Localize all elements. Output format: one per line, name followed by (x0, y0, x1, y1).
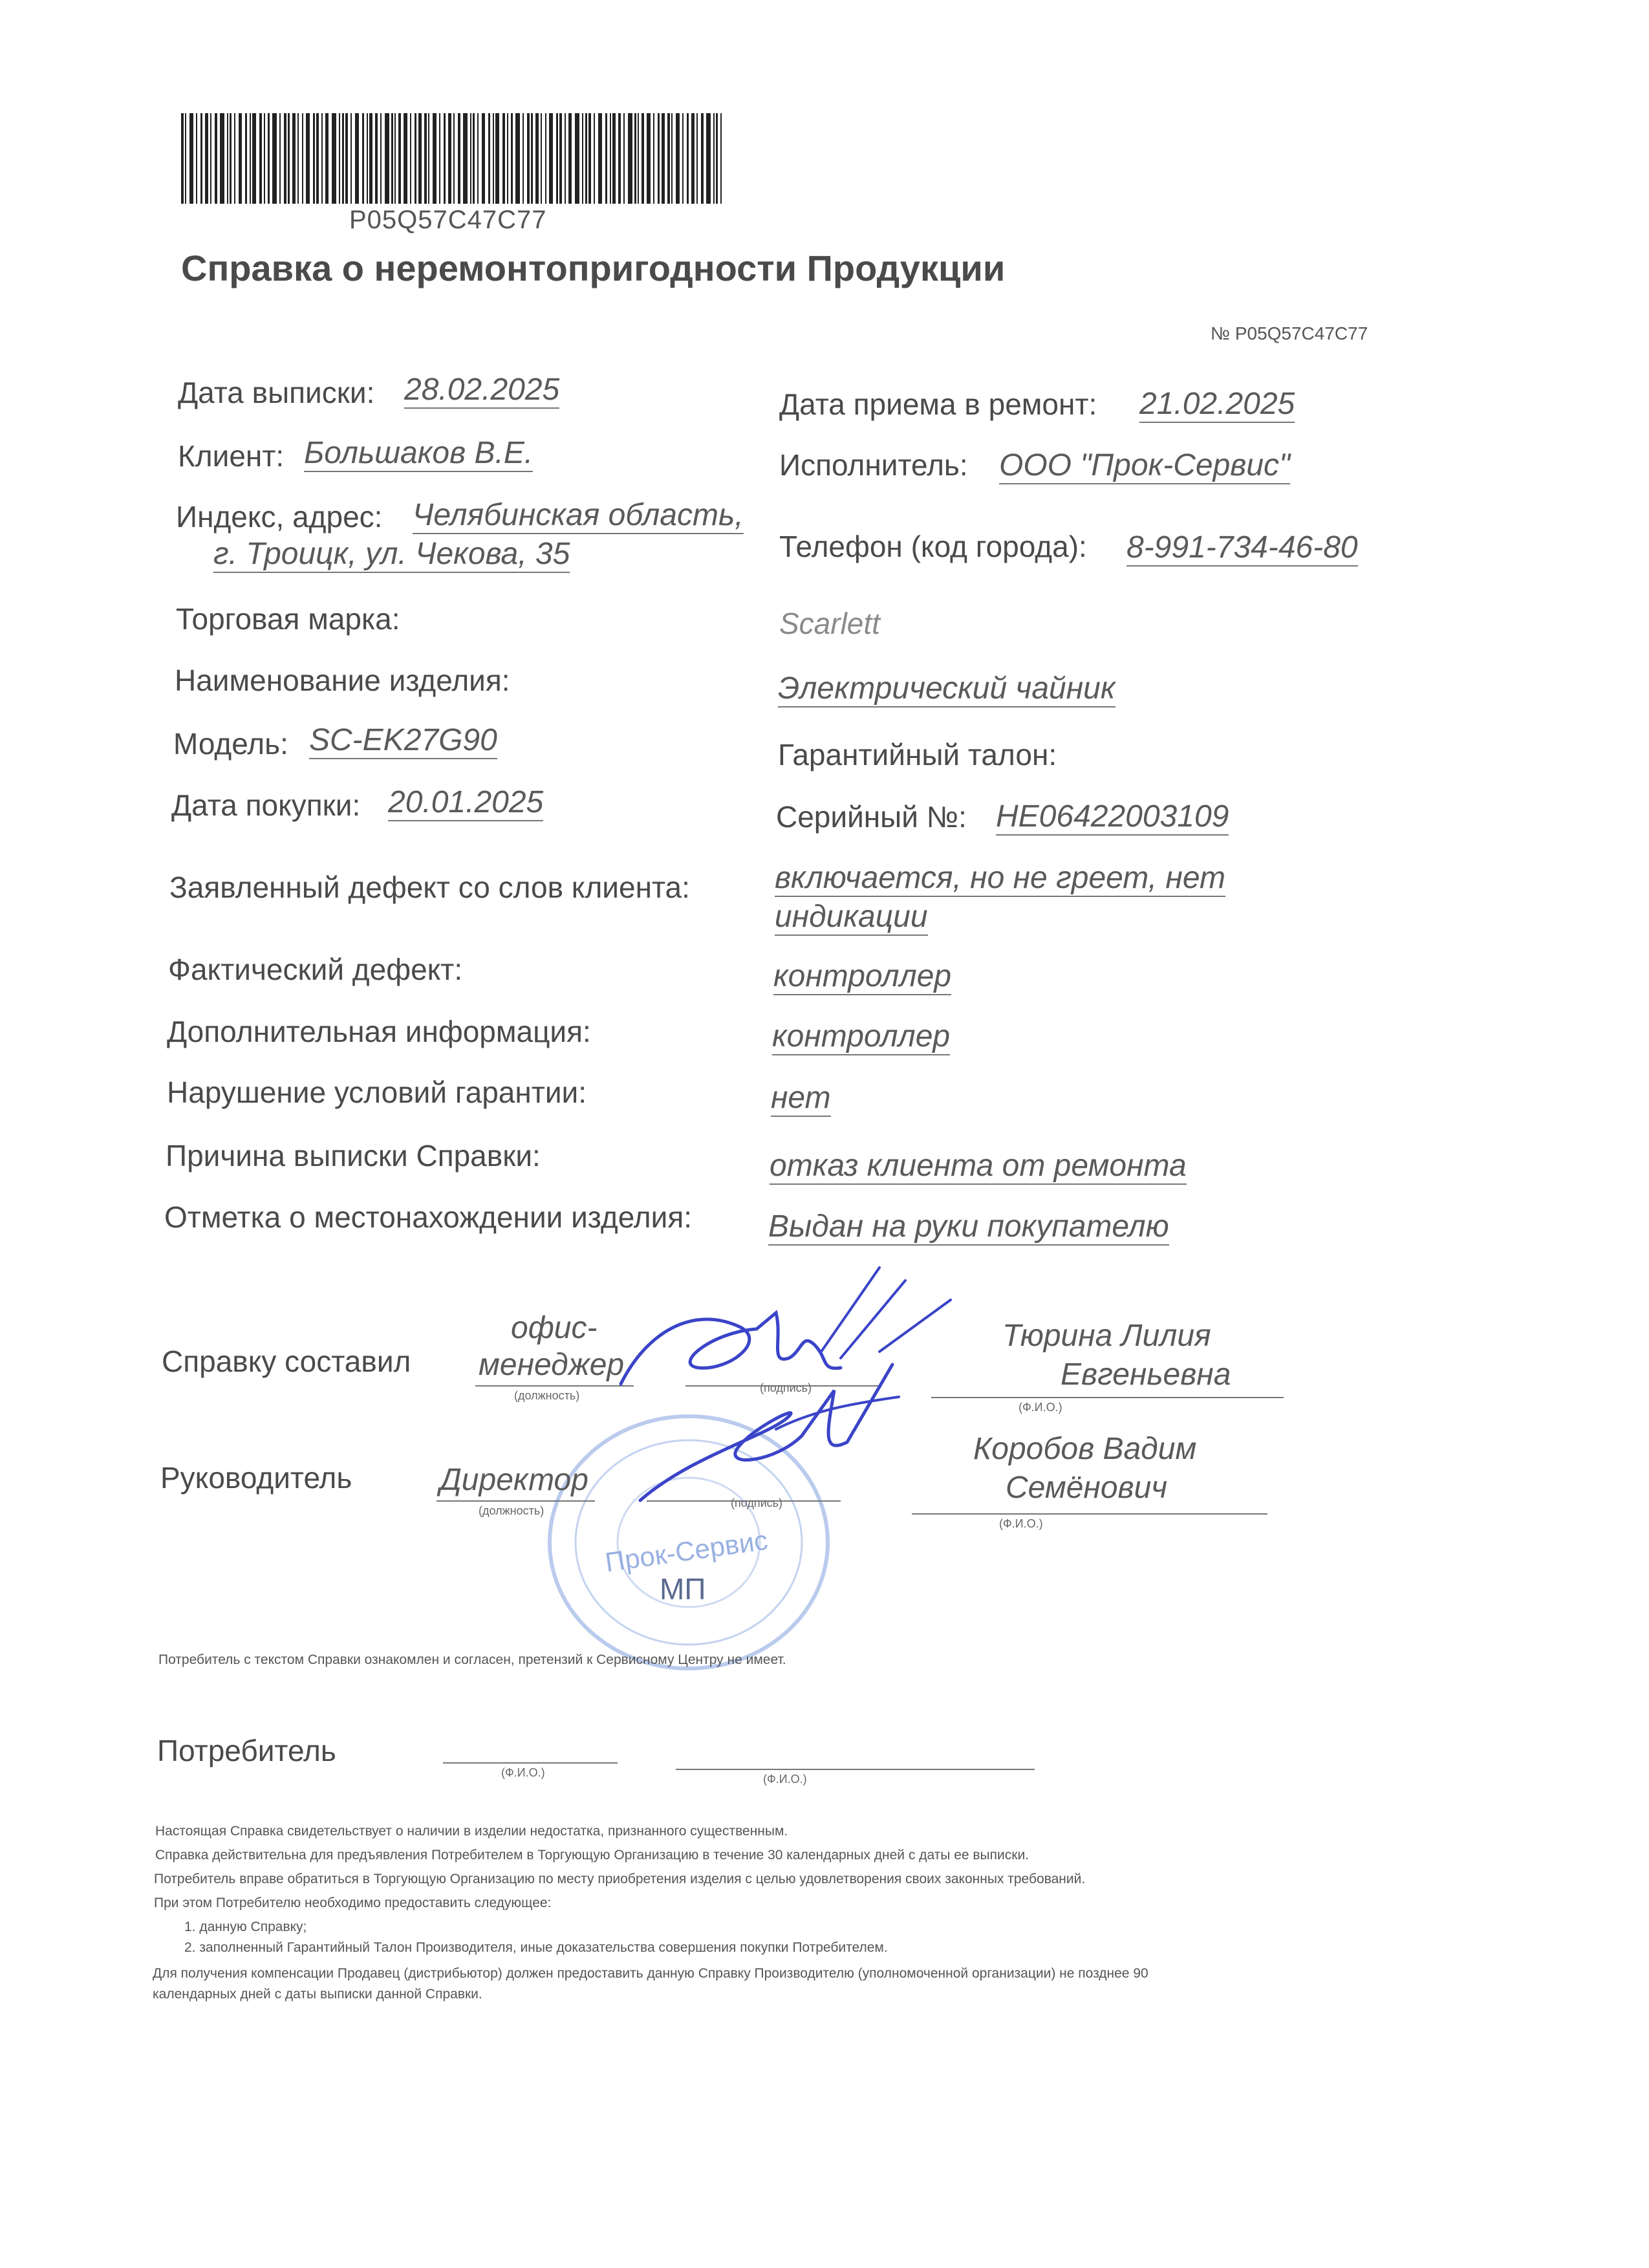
compiled-position-line2: менеджер (479, 1348, 625, 1382)
note-item2: 2. заполненный Гарантийный Талон Производителя, иные доказательства совершения покупки Потребителем. (184, 1940, 888, 1955)
phone-label: Телефон (код города): (779, 530, 1087, 563)
barcode-bar (181, 113, 184, 204)
head-position-line (436, 1500, 595, 1502)
barcode-bar (488, 113, 490, 204)
barcode-bar (495, 113, 499, 204)
barcode-bar (215, 113, 217, 204)
barcode-bar (205, 113, 208, 204)
compiled-name-line2: Евгеньевна (1061, 1357, 1231, 1392)
barcode-bar (259, 113, 262, 204)
barcode-bar (511, 113, 513, 204)
barcode-bar (350, 113, 352, 204)
compiled-fio-line (931, 1397, 1284, 1398)
barcode-bar (549, 113, 553, 204)
barcode-bar (658, 113, 660, 204)
barcode-bar (493, 113, 494, 204)
barcode-bar (415, 113, 416, 204)
stamp-mp: МП (660, 1572, 706, 1606)
reason-label: Причина выписки Справки: (166, 1139, 541, 1172)
extra-info-value: контроллер (772, 1021, 950, 1055)
barcode-bar (575, 113, 579, 204)
note-line5: Для получения компенсации Продавец (дистрибьютор) должен предоставить данную Справку Производителю (уполномоченной организации) не позднее 90 (153, 1966, 1148, 1981)
barcode-bar (339, 113, 340, 204)
product-value: Электрический чайник (778, 673, 1116, 707)
document-number: № P05Q57C47C77 (1211, 323, 1368, 343)
head-label: Руководитель (160, 1461, 352, 1495)
location-value: Выдан на руки покупателю (768, 1211, 1169, 1246)
barcode-bar (234, 113, 235, 204)
barcode-bar (332, 113, 336, 204)
serial-label: Серийный №: (776, 800, 967, 834)
barcode-bar (252, 113, 256, 204)
barcode-bar (448, 113, 451, 204)
barcode-bar (482, 113, 485, 204)
barcode-bar (404, 113, 407, 204)
barcode-bar (582, 113, 583, 204)
barcode-bar (568, 113, 572, 204)
extra-info-label: Дополнительная информация: (167, 1015, 591, 1048)
head-position: Директор (440, 1463, 588, 1497)
note-line3: Потребитель вправе обратиться в Торгующую Организацию по месту приобретения изделия с целью удовлетворения своих законных требований. (154, 1872, 1086, 1886)
barcode-bar (556, 113, 558, 204)
barcode-bar (196, 113, 197, 204)
barcode-bar (610, 113, 611, 204)
barcode-bar (662, 113, 665, 204)
issue-date-label: Дата выписки: (178, 376, 375, 409)
actual-defect-label: Фактический дефект: (168, 953, 463, 986)
model-value: SC-EK27G90 (309, 724, 497, 759)
barcode-bar (245, 113, 247, 204)
barcode-bar (316, 113, 319, 204)
barcode-bar (634, 113, 636, 204)
consumer-signature-line (443, 1762, 618, 1764)
compiled-position-caption: (должность) (514, 1389, 580, 1402)
barcode-bar (515, 113, 520, 204)
barcode-bar (545, 113, 546, 204)
barcode-bar (527, 113, 530, 204)
barcode-bar (716, 113, 718, 204)
head-name-line1: Коробов Вадим (973, 1432, 1197, 1466)
barcode-bar (391, 113, 393, 204)
barcode-bar (605, 113, 607, 204)
barcode-bar (355, 113, 359, 204)
head-fio-caption: (Ф.И.О.) (999, 1517, 1043, 1530)
barcode (181, 113, 731, 204)
head-signature-caption: (подпись) (731, 1496, 783, 1509)
barcode-bar (671, 113, 673, 204)
consumer-fio-caption: (Ф.И.О.) (763, 1773, 807, 1786)
claimed-defect-line2: индикации (775, 901, 928, 936)
brand-value: Scarlett (779, 607, 880, 640)
signature-head-icon (621, 1352, 918, 1520)
repair-date-label: Дата приема в ремонт: (779, 387, 1097, 421)
barcode-bar (268, 113, 270, 204)
model-label: Модель: (173, 727, 288, 761)
barcode-bar (641, 113, 644, 204)
barcode-bar (477, 113, 479, 204)
barcode-bar (292, 113, 296, 204)
barcode-bar (507, 113, 508, 204)
barcode-bar (502, 113, 505, 204)
barcode-bar (458, 113, 460, 204)
barcode-bar (585, 113, 587, 204)
barcode-bar (313, 113, 315, 204)
barcode-bar (185, 113, 186, 204)
page-title: Справка о неремонтопригодности Продукции (181, 248, 1006, 288)
warranty-violation-label: Нарушение условий гарантии: (167, 1075, 587, 1109)
product-label: Наименование изделия: (175, 664, 510, 697)
compiled-fio-caption: (Ф.И.О.) (1018, 1401, 1062, 1414)
barcode-text: P05Q57C47C77 (349, 206, 547, 234)
barcode-bar (706, 113, 711, 204)
barcode-bar (279, 113, 281, 204)
stamp-text: Прок-Сервис (603, 1524, 770, 1578)
barcode-bar (713, 113, 715, 204)
phone-value: 8-991-734-46-80 (1126, 532, 1358, 567)
note-line2: Справка действительна для предъявления Потребителем в Торгующую Организацию в течение 30 календарных дней с даты ее выписки. (155, 1848, 1029, 1863)
barcode-bar (264, 113, 265, 204)
note-line6: календарных дней с даты выписки данной Справки. (153, 1987, 482, 2002)
barcode-bar (424, 113, 427, 204)
barcode-bar (618, 113, 621, 204)
consumer-label: Потребитель (157, 1734, 336, 1767)
barcode-bar (342, 113, 344, 204)
barcode-bar (696, 113, 698, 204)
barcode-bar (220, 113, 224, 204)
warranty-violation-value: нет (771, 1082, 831, 1117)
executor-label: Исполнитель: (779, 448, 968, 482)
brand-label: Торговая марка: (176, 602, 400, 636)
head-name-line2: Семёнович (1006, 1471, 1168, 1505)
barcode-bar (720, 113, 722, 204)
barcode-bar (653, 113, 654, 204)
barcode-bar (588, 113, 591, 204)
barcode-bar (638, 113, 639, 204)
barcode-bar (272, 113, 277, 204)
barcode-bar (306, 113, 310, 204)
executor-value: ООО "Прок-Сервис" (999, 449, 1290, 484)
consumer-agreement: Потребитель с текстом Справки ознакомлен и согласен, претензий к Сервисному Центру не имеет. (158, 1652, 786, 1667)
barcode-bar (367, 113, 368, 204)
barcode-bar (189, 113, 193, 204)
client-value: Большаков В.Е. (304, 437, 533, 472)
barcode-bar (612, 113, 616, 204)
barcode-bar (385, 113, 389, 204)
barcode-bar (284, 113, 286, 204)
barcode-bar (623, 113, 625, 204)
head-position-caption: (должность) (479, 1504, 544, 1517)
barcode-bar (433, 113, 436, 204)
client-label: Клиент: (178, 439, 285, 473)
claimed-defect-line1: включается, но не греет, нет (775, 862, 1225, 897)
barcode-bar (250, 113, 251, 204)
barcode-bar (428, 113, 429, 204)
reason-value: отказ клиента от ремонта (770, 1150, 1187, 1185)
barcode-bar (439, 113, 440, 204)
barcode-bar (227, 113, 228, 204)
barcode-bar (444, 113, 446, 204)
barcode-bar (362, 113, 364, 204)
purchase-date-label: Дата покупки: (171, 788, 361, 822)
compiled-label: Справку составил (162, 1345, 411, 1378)
barcode-bar (297, 113, 299, 204)
barcode-bar (691, 113, 695, 204)
barcode-bar (594, 113, 595, 204)
barcode-bar (535, 113, 539, 204)
barcode-bar (325, 113, 329, 204)
barcode-bar (676, 113, 680, 204)
barcode-bar (345, 113, 348, 204)
barcode-bar (565, 113, 566, 204)
barcode-bar (200, 113, 202, 204)
note-line4: При этом Потребителю необходимо предоставить следующее: (154, 1895, 552, 1910)
note-item1: 1. данную Справку; (184, 1919, 307, 1934)
barcode-bar (463, 113, 468, 204)
address-label: Индекс, адрес: (176, 500, 383, 534)
barcode-bar (453, 113, 455, 204)
barcode-bar (398, 113, 401, 204)
barcode-bar (523, 113, 524, 204)
barcode-bar (682, 113, 684, 204)
barcode-bar (598, 113, 602, 204)
barcode-bar (687, 113, 689, 204)
serial-value: HE06422003109 (996, 801, 1229, 836)
barcode-bar (210, 113, 211, 204)
barcode-bar (230, 113, 232, 204)
barcode-bar (321, 113, 323, 204)
barcode-bar (667, 113, 670, 204)
barcode-bar (531, 113, 533, 204)
consumer-fio-line (676, 1769, 1035, 1770)
barcode-bar (647, 113, 651, 204)
barcode-bar (394, 113, 396, 204)
barcode-bar (418, 113, 422, 204)
barcode-bar (380, 113, 382, 204)
consumer-signature-caption: (Ф.И.О.) (501, 1766, 545, 1779)
address-line2: г. Троицк, ул. Чекова, 35 (213, 538, 570, 573)
barcode-bar (375, 113, 378, 204)
purchase-date-value: 20.01.2025 (388, 786, 543, 821)
note-line1: Настоящая Справка свидетельствует о наличии в изделии недостатка, признанного существенным. (155, 1824, 788, 1839)
claimed-defect-label: Заявленный дефект со слов клиента: (169, 870, 690, 904)
issue-date-value: 28.02.2025 (404, 374, 559, 409)
barcode-bar (239, 113, 242, 204)
barcode-bar (470, 113, 471, 204)
barcode-bar (288, 113, 290, 204)
compiled-name-line1: Тюрина Лилия (1002, 1319, 1211, 1353)
barcode-bar (628, 113, 632, 204)
compiled-position-line1: офис- (511, 1311, 598, 1345)
location-label: Отметка о местонахождении изделия: (164, 1200, 693, 1234)
compiled-signature-caption: (подпись) (760, 1381, 812, 1394)
barcode-bar (559, 113, 562, 204)
barcode-bar (302, 113, 303, 204)
barcode-bar (701, 113, 704, 204)
warranty-label: Гарантийный талон: (778, 738, 1057, 772)
actual-defect-value: контроллер (773, 960, 951, 995)
repair-date-value: 21.02.2025 (1139, 388, 1295, 423)
barcode-bar (473, 113, 475, 204)
address-line1: Челябинская область, (413, 499, 744, 534)
barcode-bar (410, 113, 411, 204)
barcode-bar (369, 113, 372, 204)
barcode-bar (541, 113, 542, 204)
head-fio-line (912, 1513, 1267, 1515)
